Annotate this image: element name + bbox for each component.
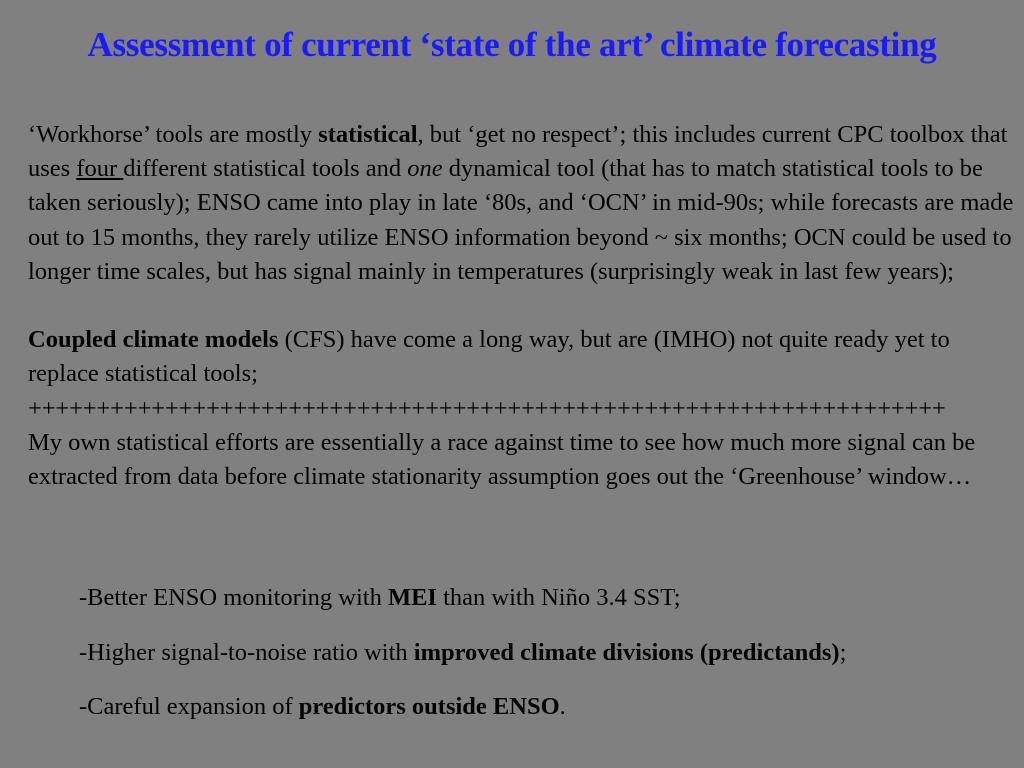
coupled-models-emphasis: Coupled climate models: [28, 326, 279, 354]
bullet-3-text-1: -Careful expansion of: [79, 693, 299, 720]
para2-text: (CFS) have come a long way, but are (IMHO) not quite ready yet to replace statistical tools;: [28, 326, 950, 388]
bullet-climate-divisions: [79, 635, 1009, 671]
bullet-1-text-1: -Better ENSO monitoring with: [79, 584, 388, 611]
workhorse-paragraph: [28, 118, 1018, 289]
para1-text-4: dynamical tool (that has to match statistical tools to be taken seriously); ENSO came into play in late ‘80s, and ‘OCN’ in mid-90s; while forecasts are made out to 15 months, they rarely utilize ENSO information beyond ~ six months; OCN could be used to longer time scales, but has signal mainly in temperatures (surprisingly weak in last few years);: [28, 155, 1014, 285]
one-italic: one: [407, 155, 443, 183]
plus-separator: +++++++++++++++++++++++++++++++++++++++++++++++++++++++++++++++++++: [28, 394, 946, 422]
paragraph-spacer: [28, 289, 1018, 323]
para1-text-2: , but ‘get no respect’; this includes current CPC toolbox that uses: [28, 121, 1008, 183]
para1-text-1: ‘Workhorse’ tools are mostly: [28, 121, 319, 148]
bullet-1-bold: MEI: [387, 584, 437, 611]
para1-text-3: different statistical tools and: [123, 155, 408, 183]
slide-title: Assessment of current ‘state of the art’ climate forecasting: [87, 25, 937, 64]
four-underlined: four: [76, 155, 124, 183]
bullet-1-text-2: than with Niño 3.4 SST;: [436, 584, 681, 611]
statistical-emphasis: statistical: [318, 121, 418, 148]
bullet-mei: [79, 580, 1009, 616]
bullet-2-text-1: -Higher signal-to-noise ratio with: [79, 638, 414, 666]
bullet-list: [79, 580, 1009, 744]
bullet-2-text-2: ;: [839, 638, 847, 666]
bullet-2-bold: improved climate divisions (predictands): [413, 638, 840, 666]
own-efforts-paragraph: My own statistical efforts are essentially a race against time to see how much more signal can be extracted from data before climate stationarity assumption goes out the ‘Greenhouse’ window…: [28, 428, 976, 491]
bullet-predictors: [79, 689, 1009, 725]
bullet-3-text-2: .: [559, 693, 566, 720]
slide-body: [28, 118, 1018, 494]
coupled-models-paragraph: [28, 323, 1018, 391]
bullet-3-bold: predictors outside ENSO: [298, 693, 560, 720]
